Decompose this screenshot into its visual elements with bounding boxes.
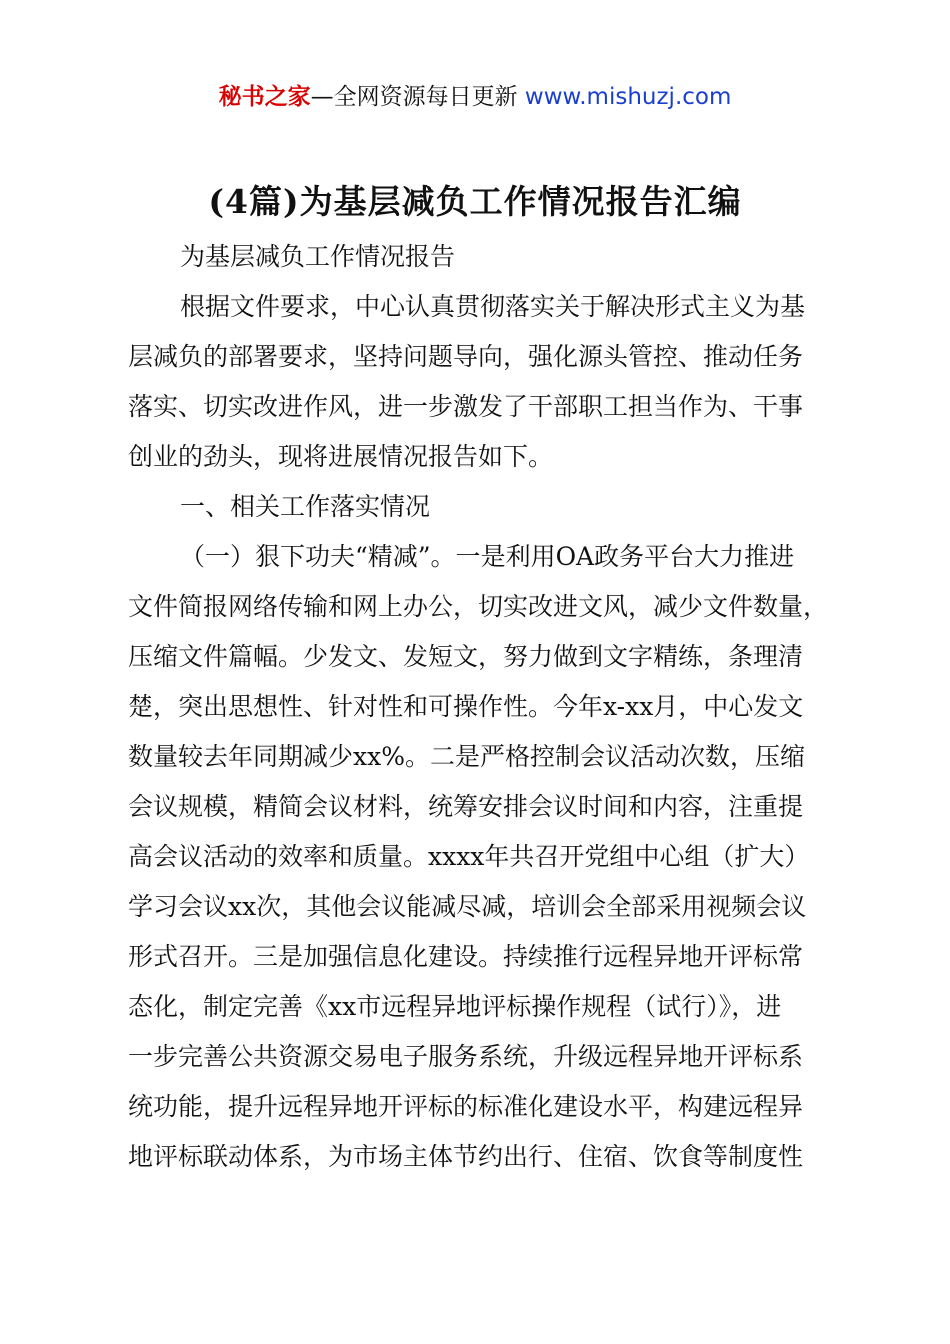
paragraph-line: 地评标联动体系，为市场主体节约出行、住宿、饮食等制度性 bbox=[128, 1142, 804, 1171]
report-subtitle: 为基层减负工作情况报告 bbox=[180, 242, 456, 271]
paragraph-line: 层减负的部署要求，坚持问题导向，强化源头管控、推动任务 bbox=[128, 342, 804, 371]
site-url-link[interactable]: www.mishuzj.com bbox=[524, 84, 732, 110]
section-heading: 一、相关工作落实情况 bbox=[180, 492, 431, 521]
paragraph-line: 楚，突出思想性、针对性和可操作性。今年x-xx月，中心发文 bbox=[128, 692, 804, 721]
paragraph-line: 数量较去年同期减少xx%。二是严格控制会议活动次数，压缩 bbox=[128, 742, 805, 771]
paragraph-line: 高会议活动的效率和质量。xxxx年共召开党组中心组（扩大） bbox=[128, 842, 810, 871]
paragraph-line: 统功能，提升远程异地开评标的标准化建设水平，构建远程异 bbox=[128, 1092, 804, 1121]
paragraph-line: 根据文件要求，中心认真贯彻落实关于解决形式主义为基 bbox=[180, 292, 806, 321]
paragraph-line: 会议规模，精简会议材料，统筹安排会议时间和内容，注重提 bbox=[128, 792, 804, 821]
paragraph-line: （一）狠下功夫“精减”。一是利用OA政务平台大力推进 bbox=[180, 542, 795, 571]
paragraph-line: 一步完善公共资源交易电子服务系统，升级远程异地开评标系 bbox=[128, 1042, 804, 1071]
paragraph-line: 学习会议xx次，其他会议能减尽减，培训会全部采用视频会议 bbox=[128, 892, 807, 921]
header-tagline: 全网资源每日更新 bbox=[333, 84, 518, 110]
site-header bbox=[0, 82, 950, 112]
paragraph-line: 文件简报网络传输和网上办公，切实改进文风，减少文件数量， bbox=[128, 592, 829, 621]
paragraph-line: 压缩文件篇幅。少发文、发短文，努力做到文字精练，条理清 bbox=[128, 642, 804, 671]
paragraph-line: 态化，制定完善《xx市远程异地评标操作规程（试行）》，进 bbox=[128, 992, 782, 1021]
paragraph-line: 落实、切实改进作风，进一步激发了干部职工担当作为、干事 bbox=[128, 392, 804, 421]
paragraph-line: 形式召开。三是加强信息化建设。持续推行远程异地开评标常 bbox=[128, 942, 804, 971]
paragraph-line: 创业的劲头，现将进展情况报告如下。 bbox=[128, 442, 554, 471]
brand-name: 秘书之家 bbox=[218, 84, 311, 110]
header-dash: — bbox=[310, 84, 334, 110]
document-title: (4篇)为基层减负工作情况报告汇编 bbox=[208, 182, 742, 221]
